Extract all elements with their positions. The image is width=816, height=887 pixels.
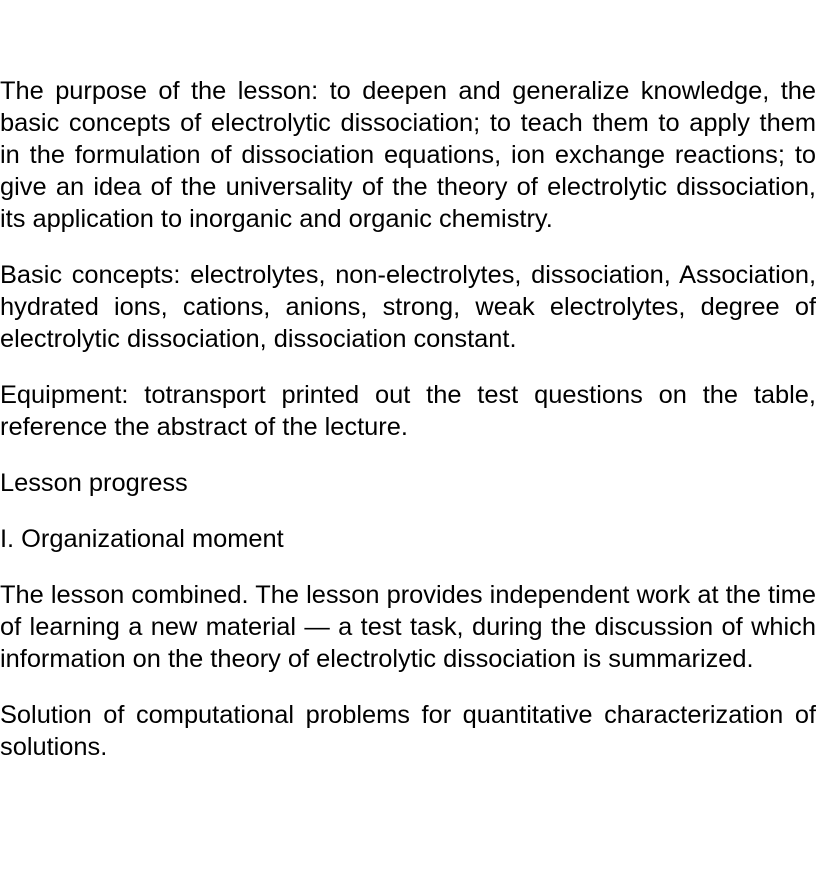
- organizational-moment-heading: I. Organizational moment: [0, 525, 284, 553]
- document-body: [0, 75, 816, 787]
- lesson-progress-heading: Lesson progress: [0, 469, 188, 497]
- basic-concepts-paragraph: Basic concepts: electrolytes, non-electrolytes, dissociation, Association, hydrated ions, cations, anions, strong, weak electrolytes, degree of electrolytic dissociation, dissociation constant.: [0, 261, 816, 353]
- computational-problems-paragraph: Solution of computational problems for quantitative characterization of solutions.: [0, 701, 816, 761]
- equipment-paragraph: Equipment: totransport printed out the test questions on the table, reference the abstract of the lecture.: [0, 381, 816, 441]
- lesson-description-paragraph: The lesson combined. The lesson provides independent work at the time of learning a new material — a test task, during the discussion of which information on the theory of electrolytic dissociation is summarized.: [0, 581, 816, 673]
- lesson-purpose-paragraph: The purpose of the lesson: to deepen and generalize knowledge, the basic concepts of electrolytic dissociation; to teach them to apply them in the formulation of dissociation equations, ion exchange reactions; to give an idea of the universality of the theory of electrolytic dissociation, its application to inorganic and organic chemistry.: [0, 77, 816, 233]
